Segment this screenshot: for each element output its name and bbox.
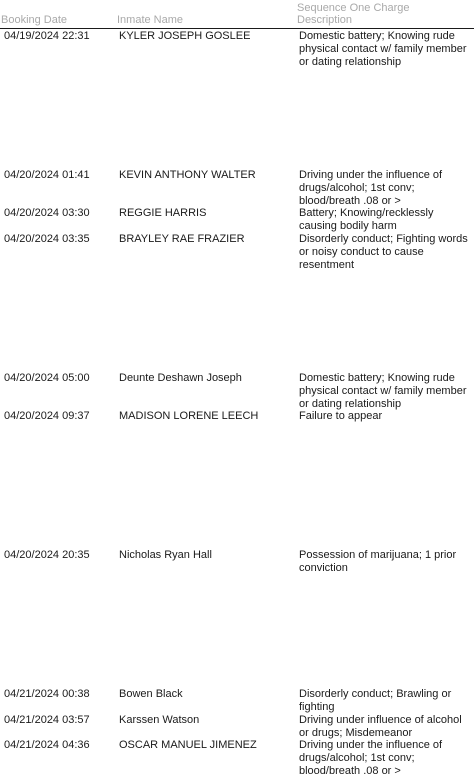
booking-date-cell: 04/21/2024 00:38: [4, 688, 90, 700]
charge-description-cell: Failure to appear: [299, 410, 383, 422]
charge-description-cell: Disorderly conduct; Brawling or fighting: [299, 688, 452, 713]
inmate-name-cell: BRAYLEY RAE FRAZIER: [119, 233, 245, 245]
charge-description-cell: Driving under influence of alcohol or drugs; Misdemeanor: [299, 714, 462, 739]
booking-date-cell: 04/21/2024 04:36: [4, 739, 90, 751]
inmate-name-cell: REGGIE HARRIS: [119, 207, 207, 219]
booking-date-cell: 04/20/2024 09:37: [4, 410, 90, 422]
charge-description-cell: Domestic battery; Knowing rude physical contact w/ family member or dating relationship: [299, 372, 467, 410]
inmate-name-cell: Deunte Deshawn Joseph: [119, 372, 242, 384]
inmate-name-cell: KYLER JOSEPH GOSLEE: [119, 30, 251, 42]
header-inmate-name: Inmate Name: [117, 14, 184, 26]
inmate-name-cell: KEVIN ANTHONY WALTER: [119, 169, 256, 181]
inmate-name-cell: Karssen Watson: [119, 714, 200, 726]
header-booking-date: Booking Date: [1, 14, 68, 26]
inmate-name-cell: OSCAR MANUEL JIMENEZ: [119, 739, 257, 751]
charge-description-cell: Disorderly conduct; Fighting words or noisy conduct to cause resentment: [299, 233, 468, 271]
booking-date-cell: 04/21/2024 03:57: [4, 714, 90, 726]
inmate-name-cell: Bowen Black: [119, 688, 183, 700]
charge-description-cell: Driving under the influence of drugs/alcohol; 1st conv; blood/breath .08 or >: [299, 739, 443, 777]
table-header: [0, 0, 474, 29]
booking-date-cell: 04/20/2024 20:35: [4, 549, 90, 561]
booking-date-cell: 04/20/2024 03:35: [4, 233, 90, 245]
charge-description-cell: Possession of marijuana; 1 prior conviction: [299, 549, 457, 574]
inmate-name-cell: Nicholas Ryan Hall: [119, 549, 212, 561]
charge-description-cell: Driving under the influence of drugs/alcohol; 1st conv; blood/breath .08 or >: [299, 169, 443, 207]
header-charge-description: Sequence One Charge Description: [297, 2, 410, 26]
booking-date-cell: 04/20/2024 05:00: [4, 372, 90, 384]
booking-date-cell: 04/20/2024 01:41: [4, 169, 90, 181]
booking-date-cell: 04/20/2024 03:30: [4, 207, 90, 219]
booking-date-cell: 04/19/2024 22:31: [4, 30, 90, 42]
charge-description-cell: Battery; Knowing/recklessly causing bodily harm: [299, 207, 434, 232]
inmate-name-cell: MADISON LORENE LEECH: [119, 410, 259, 422]
charge-description-cell: Domestic battery; Knowing rude physical contact w/ family member or dating relationship: [299, 30, 467, 68]
